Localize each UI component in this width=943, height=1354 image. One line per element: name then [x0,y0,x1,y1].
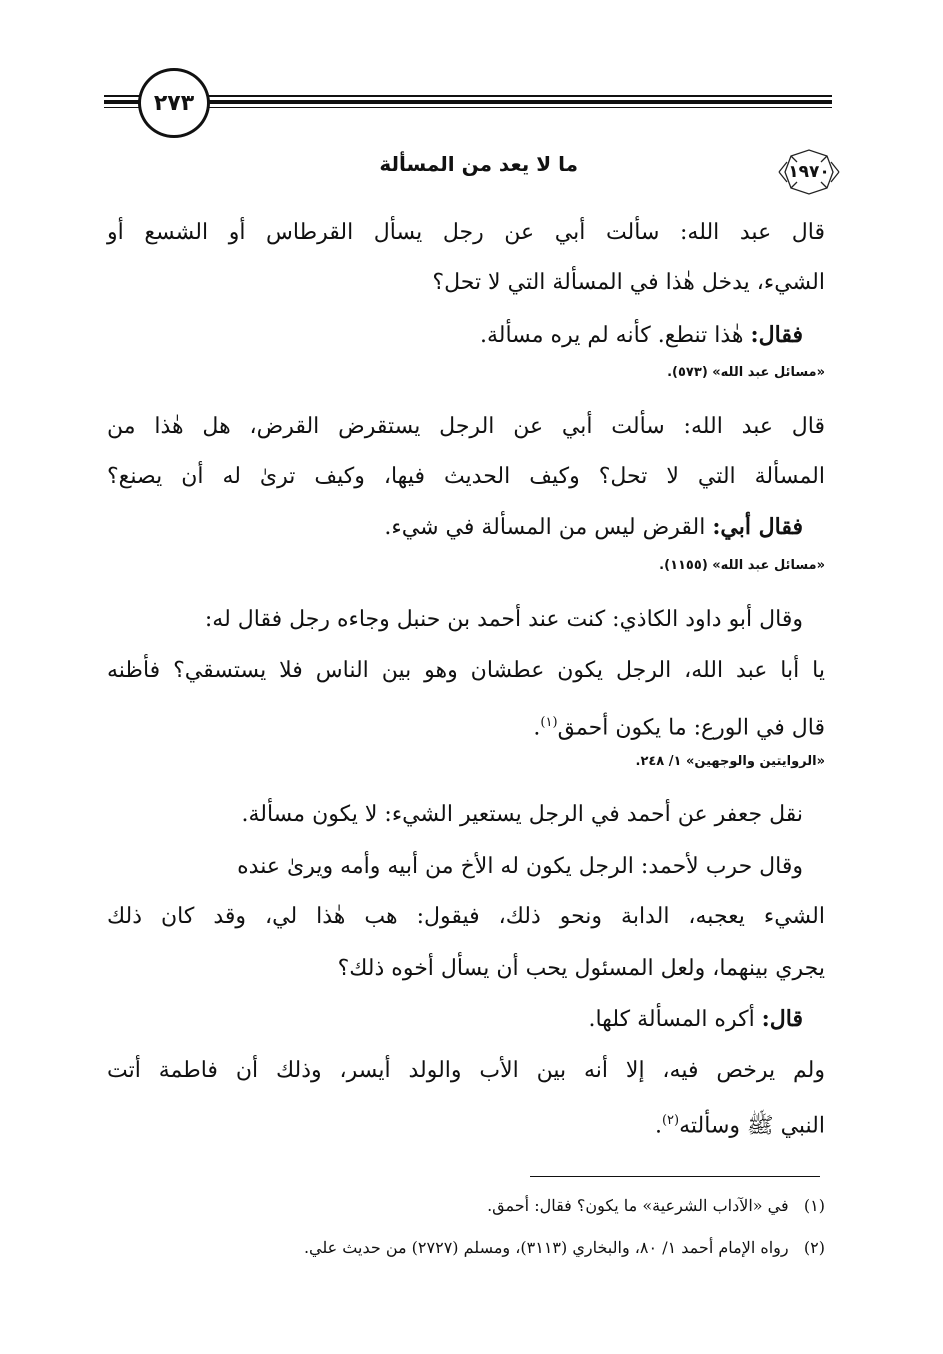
source-citation: «مسائل عبد الله» (١١٥٥). [659,558,825,573]
footnote-separator [530,1176,820,1177]
text-line: ولم يرخص فيه، إلا أنه بين الأب والولد أيسر، وذلك أن فاطمة أتت [107,1058,825,1083]
answer-label: قال: [761,1006,803,1032]
page-number: ٢٧٣ [138,68,210,138]
source-citation: «مسائل عبد الله» (٥٧٣). [667,365,825,380]
answer-line [480,320,803,351]
answer-label: فقال: [750,322,803,348]
section-number-badge [771,146,847,198]
answer-text: القرض ليس من المسألة في شيء. [384,515,713,540]
answer-text: هٰذا تنطع. كأنه لم يره مسألة. [479,323,751,348]
text-line: يجري بينهما، ولعل المسئول يحب أن يسأل أخوه ذلك؟ [337,956,825,981]
text-line [655,1106,825,1141]
text-segment: قال في الورع: ما يكون أحمق [557,715,825,741]
footnote [304,1238,825,1257]
text-line [533,708,825,743]
footnote-text: في «الآداب الشرعية» ما يكون؟ فقال: أحمق. [487,1196,789,1215]
section-title: ما لا يعد من المسألة [379,152,578,176]
text-segment: . [533,715,541,741]
footnote-number: (١) [803,1196,825,1215]
source-citation: «الروايتين والوجهين» ١/ ٢٤٨. [635,754,825,769]
answer-label: فقال أبي: [712,514,803,540]
text-line: قال عبد الله: سألت أبي عن الرجل يستقرض القرض، هل هٰذا من [107,414,825,439]
text-line: نقل جعفر عن أحمد في الرجل يستعير الشيء: لا يكون مسألة. [241,802,803,827]
footnote [487,1196,825,1215]
answer-text: أكره المسألة كلها. [588,1007,762,1032]
header-rule-middle [104,100,832,104]
section-number: ١٩٧٠ [788,162,830,182]
text-line: قال عبد الله: سألت أبي عن رجل يسأل القرطاس أو الشسع أو [107,220,825,245]
footnote-text: رواه الإمام أحمد ١/ ٨٠، والبخاري (٣١١٣)، ومسلم (٢٧٢٧) من حديث علي. [303,1238,789,1257]
header-rule-bottom [104,107,832,108]
answer-line [588,1004,803,1035]
text-line: المسألة التي لا تحل؟ وكيف الحديث فيها، وكيف ترىٰ له أن يصنع؟ [107,464,825,489]
text-segment: . [654,1113,662,1139]
footnote-ref: (١) [540,715,558,730]
footnote-ref: (٢) [661,1113,680,1128]
footnote-number: (٢) [803,1238,825,1257]
text-line: وقال أبو داود الكاذي: كنت عند أحمد بن حنبل وجاءه رجل فقال له: [204,607,803,632]
text-line: الشيء، يدخل هٰذا في المسألة التي لا تحل؟ [432,270,825,295]
text-segment: النبي ﷺ وسألته [679,1113,825,1139]
text-line: الشيء يعجبه، الدابة ونحو ذلك، فيقول: هب هٰذا لي، وقد كان ذلك [107,904,825,929]
answer-line [384,512,803,543]
text-line: وقال حرب لأحمد: الرجل يكون له الأخ من أبيه وأمه ويرىٰ عنده [237,854,803,879]
header-rule-top [104,95,832,97]
text-line: يا أبا عبد الله، الرجل يكون عطشان وهو بين الناس فلا يستسقي؟ فأظنه [107,658,825,683]
